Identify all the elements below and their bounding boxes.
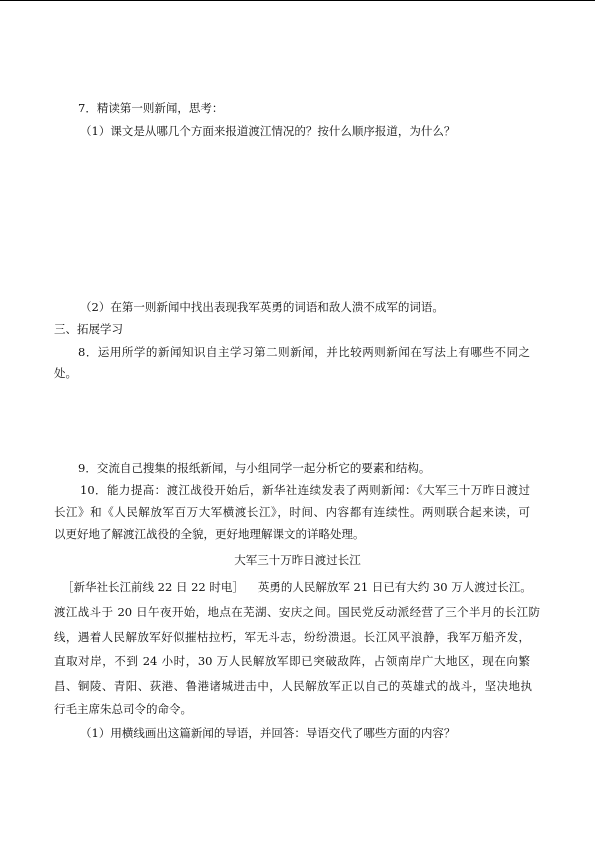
article-line-1-text: 英勇的人民解放军 21 日已有大约 30 万人渡过长江。 bbox=[257, 580, 532, 594]
question-10-line-3: 以更好地了解渡江战役的全貌，更好地理解课文的详略处理。 bbox=[54, 527, 365, 541]
article-dateline: ［新华社长江前线 22 日 22 时电］ bbox=[62, 580, 244, 594]
top-border-line bbox=[0, 0, 595, 1]
question-7-sub-1: （1）课文是从哪几个方面来报道渡江情况的？按什么顺序报道，为什么？ bbox=[80, 124, 456, 138]
article-line-6: 行毛主席朱总司令的命令。 bbox=[54, 702, 192, 716]
article-line-5: 昌、铜陵、青阳、荻港、鲁港诸城进击中，人民解放军正以自己的英雄式的战斗，坚决地执 bbox=[54, 679, 532, 693]
question-10-sub-1: （1）用横线画出这篇新闻的导语，并回答：导语交代了哪些方面的内容？ bbox=[80, 726, 456, 740]
question-9: 9．交流自己搜集的报纸新闻，与小组同学一起分析它的要素和结构。 bbox=[78, 461, 431, 475]
question-8-line-2: 处。 bbox=[54, 366, 77, 380]
article-title: 大军三十万昨日渡过长江 bbox=[234, 553, 361, 567]
question-7-sub-2: （2）在第一则新闻中找出表现我军英勇的词语和敌人溃不成军的词语。 bbox=[80, 300, 444, 314]
question-10-line-1: 10．能力提高：渡江战役开始后，新华社连续发表了两则新闻：《大军三十万昨日渡过 bbox=[80, 483, 530, 497]
article-line-4: 直取对岸，不到 24 小时，30 万人民解放军即已突破敌阵，占领南岸广大地区，现在向繁 bbox=[54, 654, 530, 668]
article-line-2: 渡江战斗于 20 日午夜开始，地点在芜湖、安庆之间。国民党反动派经营了三个半月的长江防 bbox=[54, 605, 540, 619]
question-7-heading: 7．精读第一则新闻，思考： bbox=[78, 101, 224, 115]
question-8-line-1: 8．运用所学的新闻知识自主学习第二则新闻，并比较两则新闻在写法上有哪些不同之 bbox=[78, 345, 530, 359]
article-line-3: 线，遇着人民解放军好似摧枯拉朽，军无斗志，纷纷溃退。长江风平浪静，我军万船齐发， bbox=[54, 630, 530, 644]
article-first-line bbox=[62, 580, 532, 594]
section-3-heading: 三、拓展学习 bbox=[54, 322, 123, 336]
question-10-line-2: 长江》和《人民解放军百万大军横渡长江》，时间、内容都有连续性。两则联合起来读，可 bbox=[54, 505, 530, 519]
